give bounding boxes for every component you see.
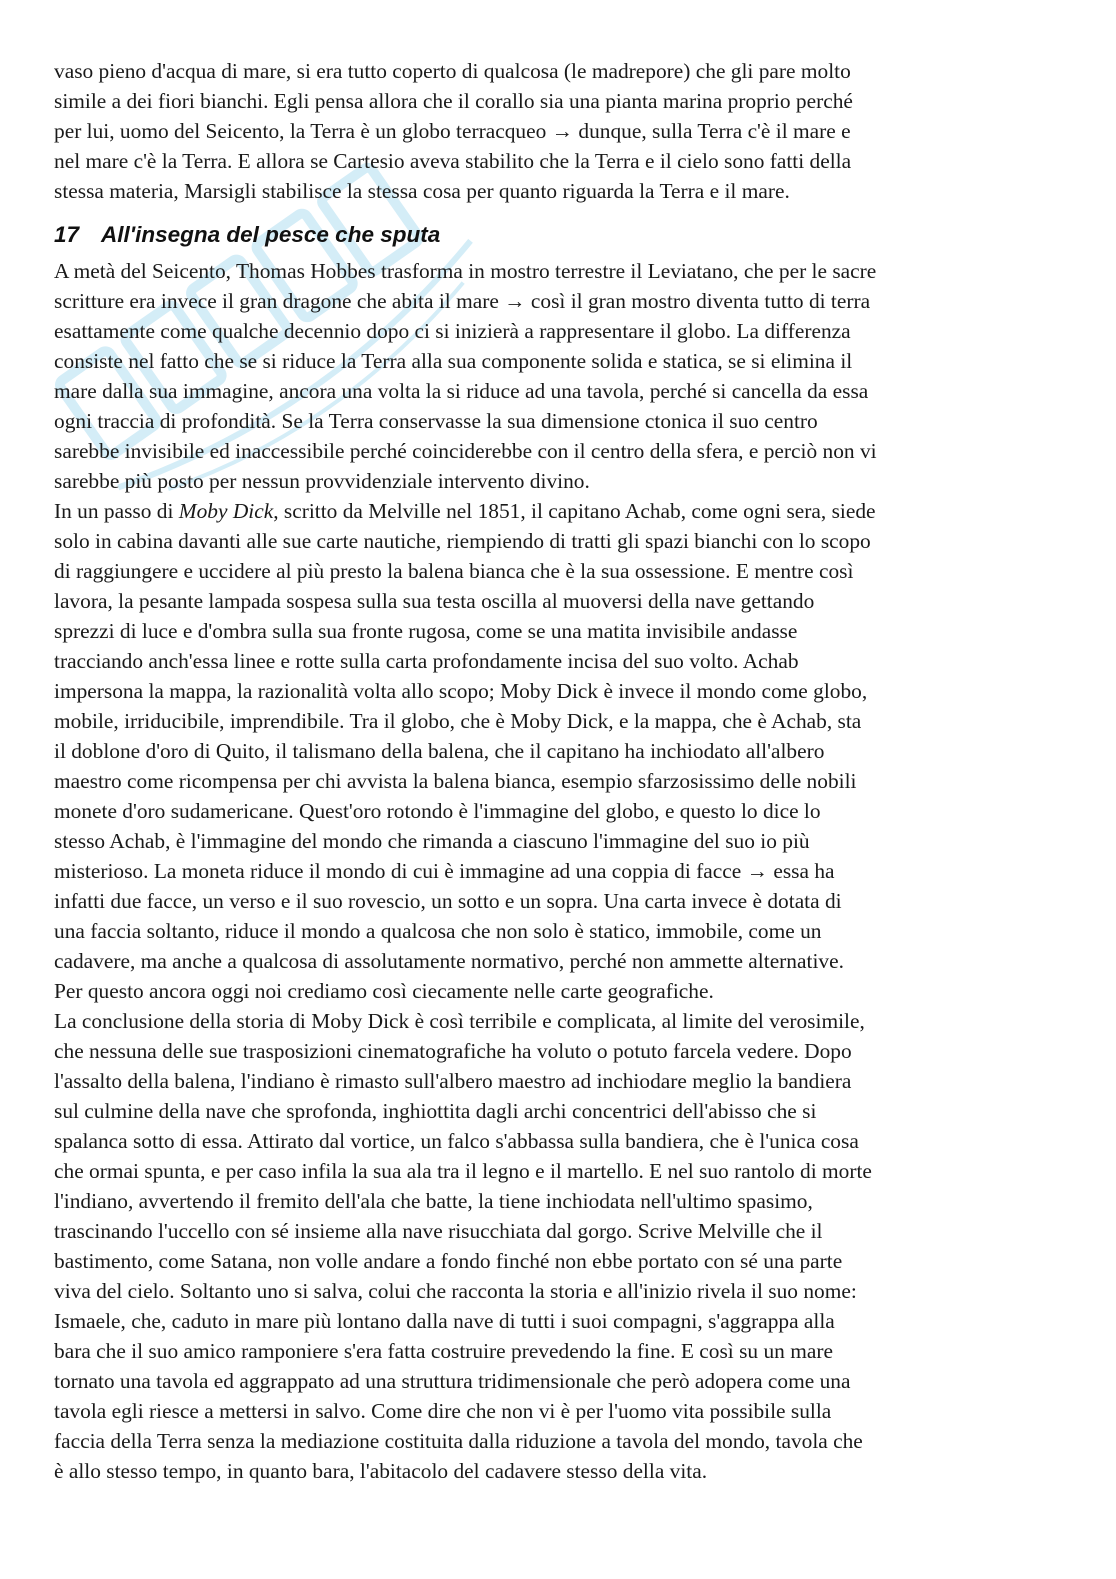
- text-line: sarebbe più posto per nessun provvidenziale intervento divino.: [54, 469, 590, 493]
- text-line: viva del cielo. Soltanto uno si salva, colui che racconta la storia e all'inizio rivela il suo nome:: [54, 1279, 857, 1303]
- text-line: di raggiungere e uccidere al più presto la balena bianca che è la sua ossessione. E mentre così: [54, 559, 854, 583]
- intro-paragraph: [54, 56, 1064, 206]
- text-fragment: , scritto da Melville nel 1851, il capitano Achab, come ogni sera, siede: [273, 499, 876, 523]
- book-title: Moby Dick: [178, 499, 274, 523]
- text-line: spalanca sotto di essa. Attirato dal vortice, un falco s'abbassa sulla bandiera, che è l'unica cosa: [54, 1129, 859, 1153]
- text-line: che nessuna delle sue trasposizioni cinematografiche ha voluto o potuto farcela vedere. Dopo: [54, 1039, 852, 1063]
- text-fragment: In un passo di: [54, 499, 179, 523]
- text-line: l'assalto della balena, l'indiano è rimasto sull'albero maestro ad inchiodare meglio la bandiera: [54, 1069, 852, 1093]
- text-line: A metà del Seicento, Thomas Hobbes trasforma in mostro terrestre il Leviatano, che per le sacre: [54, 259, 877, 283]
- text-line: per lui, uomo del Seicento, la Terra è un globo terracqueo → dunque, sulla Terra c'è il mare e: [54, 119, 851, 143]
- text-line: sul culmine della nave che sprofonda, inghiottita dagli archi concentrici dell'abisso che si: [54, 1099, 817, 1123]
- text-line: tornato una tavola ed aggrappato ad una struttura tridimensionale che però adopera come una: [54, 1369, 851, 1393]
- paragraph-moby-dick: [54, 496, 1064, 1006]
- text-line: stessa materia, Marsigli stabilisce la stessa cosa per quanto riguarda la Terra e il mare.: [54, 179, 790, 203]
- text-line: mare dalla sua immagine, ancora una volta la si riduce ad una tavola, perché si cancella da essa: [54, 379, 869, 403]
- text-line: infatti due facce, un verso e il suo rovescio, un sotto e un sopra. Una carta invece è dotata di: [54, 889, 842, 913]
- text-line: esattamente come qualche decennio dopo ci si inizierà a rappresentare il globo. La differenza: [54, 319, 851, 343]
- section-title: All'insegna del pesce che sputa: [101, 222, 441, 247]
- text-line: vaso pieno d'acqua di mare, si era tutto coperto di qualcosa (le madrepore) che gli pare molto: [54, 59, 851, 83]
- text-line: lavora, la pesante lampada sospesa sulla sua testa oscilla al muoversi della nave gettando: [54, 589, 815, 613]
- text-line: tavola egli riesce a mettersi in salvo. Come dire che non vi è per l'uomo vita possibile sulla: [54, 1399, 832, 1423]
- text-line: bastimento, come Satana, non volle andare a fondo finché non ebbe portato con sé una parte: [54, 1249, 843, 1273]
- text-line: Per questo ancora oggi noi crediamo così ciecamente nelle carte geografiche.: [54, 979, 714, 1003]
- text-line: scritture era invece il gran dragone che abita il mare → così il gran mostro diventa tutto di terra: [54, 289, 871, 313]
- text-line: sarebbe invisibile ed inaccessibile perché coinciderebbe con il centro della sfera, e perciò non vi: [54, 439, 877, 463]
- section-number: 17: [54, 222, 80, 247]
- text-line: nel mare c'è la Terra. E allora se Cartesio aveva stabilito che la Terra e il cielo sono fatti della: [54, 149, 852, 173]
- text-line: cadavere, ma anche a qualcosa di assolutamente normativo, perché non ammette alternative.: [54, 949, 844, 973]
- text-line: monete d'oro sudamericane. Quest'oro rotondo è l'immagine del globo, e questo lo dice lo: [54, 799, 821, 823]
- text-line: ogni traccia di profondità. Se la Terra conservasse la sua dimensione ctonica il suo centro: [54, 409, 818, 433]
- text-line: trascinando l'uccello con sé insieme alla nave risucchiata dal gorgo. Scrive Melville che il: [54, 1219, 823, 1243]
- text-line: è allo stesso tempo, in quanto bara, l'abitacolo del cadavere stesso della vita.: [54, 1459, 708, 1483]
- text-line: solo in cabina davanti alle sue carte nautiche, riempiendo di tratti gli spazi bianchi con lo scopo: [54, 529, 871, 553]
- text-line: sprezzi di luce e d'ombra sulla sua fronte rugosa, come se una matita invisibile andasse: [54, 619, 798, 643]
- text-line: stesso Achab, è l'immagine del mondo che rimanda a ciascuno l'immagine del suo io più: [54, 829, 810, 853]
- text-line: faccia della Terra senza la mediazione costituita dalla riduzione a tavola del mondo, tavola che: [54, 1429, 863, 1453]
- text-line: mobile, irriducibile, imprendibile. Tra il globo, che è Moby Dick, e la mappa, che è Achab, sta: [54, 709, 862, 733]
- text-line: tracciando anch'essa linee e rotte sulla carta profondamente incisa del suo volto. Achab: [54, 649, 799, 673]
- text-line: l'indiano, avvertendo il fremito dell'ala che batte, la tiene inchiodata nell'ultimo spasimo,: [54, 1189, 813, 1213]
- text-line: [54, 496, 1064, 526]
- text-line: La conclusione della storia di Moby Dick è così terribile e complicata, al limite del verosimile,: [54, 1009, 865, 1033]
- text-line: Ismaele, che, caduto in mare più lontano dalla nave di tutti i suoi compagni, s'aggrappa alla: [54, 1309, 835, 1333]
- text-line: maestro come ricompensa per chi avvista la balena bianca, esempio sfarzosissimo delle nobili: [54, 769, 857, 793]
- text-line: che ormai spunta, e per caso infila la sua ala tra il legno e il martello. E nel suo rantolo di morte: [54, 1159, 872, 1183]
- section-heading: [54, 218, 1064, 252]
- text-line: il doblone d'oro di Quito, il talismano della balena, che il capitano ha inchiodato all'albero: [54, 739, 825, 763]
- text-line: misterioso. La moneta riduce il mondo di cui è immagine ad una coppia di facce → essa ha: [54, 859, 835, 883]
- document-body: [54, 56, 1064, 1486]
- text-line: bara che il suo amico ramponiere s'era fatta costruire prevedendo la fine. E così su un mare: [54, 1339, 833, 1363]
- paragraph-conclusione: [54, 1006, 1064, 1486]
- text-line: consiste nel fatto che se si riduce la Terra alla sua componente solida e statica, se si elimina il: [54, 349, 853, 373]
- text-line: simile a dei fiori bianchi. Egli pensa allora che il corallo sia una pianta marina proprio perché: [54, 89, 853, 113]
- text-line: impersona la mappa, la razionalità volta allo scopo; Moby Dick è invece il mondo come globo,: [54, 679, 868, 703]
- text-line: una faccia soltanto, riduce il mondo a qualcosa che non solo è statico, immobile, come un: [54, 919, 822, 943]
- paragraph-leviatano: [54, 256, 1064, 496]
